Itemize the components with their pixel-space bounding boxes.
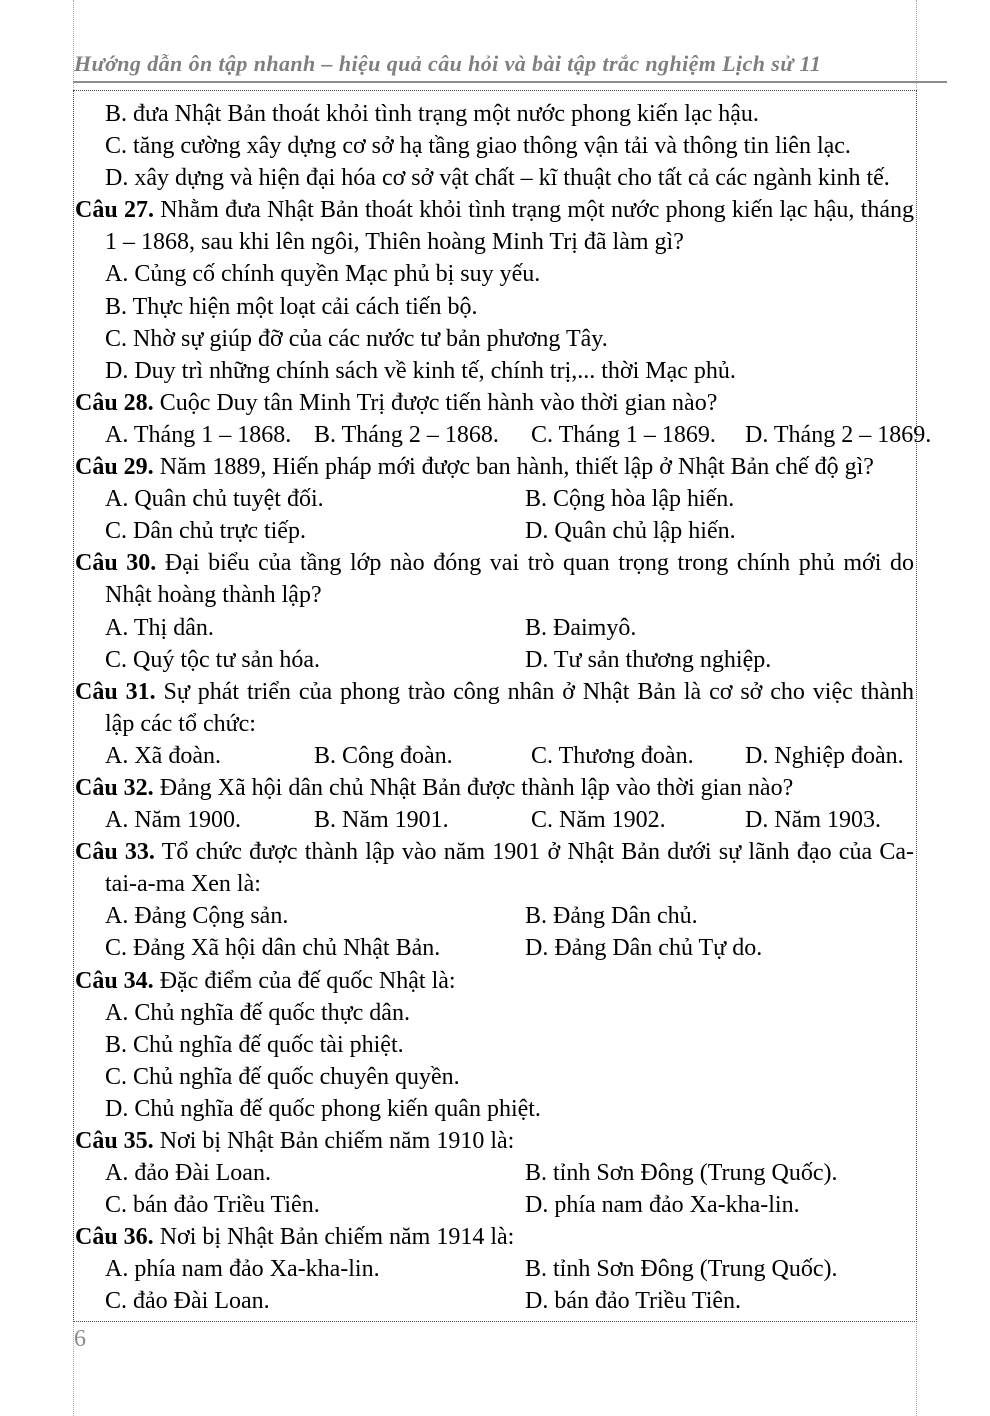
answer-option: C. tăng cường xây dựng cơ sở hạ tầng giao thông vận tải và thông tin liên lạc. bbox=[105, 133, 851, 160]
answer-option: D. Chủ nghĩa đế quốc phong kiến quân phiệt. bbox=[105, 1095, 541, 1122]
question-number: Câu 27. bbox=[75, 197, 154, 224]
question-block bbox=[75, 547, 914, 675]
question-number: Câu 36. bbox=[75, 1224, 154, 1251]
answer-option: A. Đảng Cộng sản. bbox=[105, 903, 289, 930]
question-block bbox=[75, 1125, 914, 1221]
options-list bbox=[75, 1253, 914, 1317]
question-body: Nơi bị Nhật Bản chiếm năm 1914 là: bbox=[159, 1224, 515, 1251]
question-text bbox=[75, 965, 914, 997]
options-list bbox=[75, 900, 914, 964]
options-list bbox=[75, 740, 914, 772]
options-list bbox=[75, 258, 914, 386]
answer-option: C. Dân chủ trực tiếp. bbox=[105, 518, 306, 545]
question-block bbox=[75, 836, 914, 964]
answer-option: B. Thực hiện một loạt cải cách tiến bộ. bbox=[105, 293, 478, 320]
answer-option: D. Năm 1903. bbox=[745, 807, 881, 834]
answer-option: D. Tháng 2 – 1869. bbox=[745, 421, 932, 448]
question-text bbox=[75, 1125, 914, 1157]
answer-option: A. Chủ nghĩa đế quốc thực dân. bbox=[105, 999, 410, 1026]
answer-option: C. Nhờ sự giúp đỡ của các nước tư bản phương Tây. bbox=[105, 325, 608, 352]
question-body: Đại biểu của tầng lớp nào đóng vai trò quan trọng trong chính phủ mới do Nhật hoàng thành lập? bbox=[105, 550, 915, 609]
answer-option: A. Củng cố chính quyền Mạc phủ bị suy yếu. bbox=[105, 261, 541, 288]
question-body: Đảng Xã hội dân chủ Nhật Bản được thành lập vào thời gian nào? bbox=[159, 774, 794, 801]
answer-option: A. Thị dân. bbox=[105, 614, 214, 641]
question-number: Câu 28. bbox=[75, 389, 154, 416]
options-list bbox=[75, 612, 914, 676]
question-body: Năm 1889, Hiến pháp mới được ban hành, thiết lập ở Nhật Bản chế độ gì? bbox=[159, 454, 874, 481]
header-underline bbox=[73, 81, 947, 83]
answer-option: C. bán đảo Triều Tiên. bbox=[105, 1192, 320, 1219]
answer-option: D. xây dựng và hiện đại hóa cơ sở vật chất – kĩ thuật cho tất cả các ngành kinh tế. bbox=[105, 165, 890, 192]
answer-option: B. tỉnh Sơn Đông (Trung Quốc). bbox=[525, 1160, 838, 1187]
answer-option: D. bán đảo Triều Tiên. bbox=[525, 1288, 742, 1315]
question-content-frame bbox=[73, 90, 932, 1322]
question-number: Câu 33. bbox=[75, 839, 155, 866]
question-number: Câu 29. bbox=[75, 454, 154, 481]
question-text bbox=[75, 194, 914, 258]
running-header-title: Hướng dẫn ôn tập nhanh – hiệu quả câu hỏi và bài tập trắc nghiệm Lịch sử 11 bbox=[74, 51, 822, 76]
question-body: Tổ chức được thành lập vào năm 1901 ở Nhật Bản dưới sự lãnh đạo của Ca-tai-a-ma Xen là: bbox=[105, 839, 914, 898]
answer-option: C. Thương đoàn. bbox=[531, 742, 694, 769]
answer-option: C. Tháng 1 – 1869. bbox=[531, 421, 716, 448]
answer-option: A. Quân chủ tuyệt đối. bbox=[105, 486, 324, 513]
answer-option: C. Quý tộc tư sản hóa. bbox=[105, 646, 320, 673]
answer-option: C. Đảng Xã hội dân chủ Nhật Bản. bbox=[105, 935, 441, 962]
answer-option: C. Năm 1902. bbox=[531, 807, 666, 834]
answer-option: D. Duy trì những chính sách về kinh tế, chính trị,... thời Mạc phủ. bbox=[105, 357, 736, 384]
answer-option: A. Xã đoàn. bbox=[105, 742, 221, 769]
answer-option: A. phía nam đảo Xa-kha-lin. bbox=[105, 1256, 380, 1283]
answer-option: D. Nghiệp đoàn. bbox=[745, 742, 904, 769]
question-text bbox=[75, 387, 914, 419]
question-body: Nhằm đưa Nhật Bản thoát khỏi tình trạng một nước phong kiến lạc hậu, tháng 1 – 1868, sau khi lên ngôi, Thiên hoàng Minh Trị đã làm gì? bbox=[105, 197, 915, 256]
question-text bbox=[75, 1221, 914, 1253]
question-block bbox=[75, 1221, 914, 1317]
question-number: Câu 32. bbox=[75, 774, 154, 801]
answer-option: B. tỉnh Sơn Đông (Trung Quốc). bbox=[525, 1256, 838, 1283]
question-body: Cuộc Duy tân Minh Trị được tiến hành vào thời gian nào? bbox=[159, 389, 718, 416]
question-text bbox=[75, 836, 914, 900]
question-block bbox=[75, 194, 914, 387]
question-text bbox=[75, 772, 914, 804]
answer-option: C. Chủ nghĩa đế quốc chuyên quyền. bbox=[105, 1063, 460, 1090]
question-body: Sự phát triển của phong trào công nhân ở Nhật Bản là cơ sở cho việc thành lập các tổ chức: bbox=[105, 678, 914, 737]
answer-option: A. Tháng 1 – 1868. bbox=[105, 421, 292, 448]
question-text bbox=[75, 547, 914, 611]
answer-option: D. phía nam đảo Xa-kha-lin. bbox=[525, 1192, 800, 1219]
options-list bbox=[75, 419, 932, 451]
options-list bbox=[75, 804, 914, 836]
answer-option: B. đưa Nhật Bản thoát khỏi tình trạng một nước phong kiến lạc hậu. bbox=[105, 101, 759, 127]
question-number: Câu 31. bbox=[75, 678, 156, 705]
answer-option: B. Cộng hòa lập hiến. bbox=[525, 486, 735, 513]
question-block bbox=[75, 451, 914, 547]
question-block bbox=[75, 676, 914, 772]
options-list bbox=[75, 997, 914, 1125]
question-block bbox=[75, 772, 914, 836]
question-number: Câu 35. bbox=[75, 1128, 154, 1154]
question-text bbox=[75, 451, 914, 483]
question-body: Đặc điểm của đế quốc Nhật là: bbox=[159, 967, 456, 994]
question-block bbox=[75, 387, 932, 451]
carryover-options bbox=[75, 98, 914, 194]
answer-option: D. Quân chủ lập hiến. bbox=[525, 518, 736, 545]
answer-option: B. Chủ nghĩa đế quốc tài phiệt. bbox=[105, 1031, 404, 1058]
question-block bbox=[75, 965, 914, 1125]
answer-option: B. Tháng 2 – 1868. bbox=[314, 421, 499, 448]
answer-option: B. Đảng Dân chủ. bbox=[525, 903, 698, 930]
answer-option: D. Tư sản thương nghiệp. bbox=[525, 646, 772, 673]
options-list bbox=[75, 1157, 914, 1221]
options-list bbox=[75, 483, 914, 547]
answer-option: B. Năm 1901. bbox=[314, 807, 449, 834]
question-text bbox=[75, 676, 914, 740]
answer-option: D. Đảng Dân chủ Tự do. bbox=[525, 935, 763, 962]
question-number: Câu 34. bbox=[75, 967, 154, 994]
question-number: Câu 30. bbox=[75, 550, 157, 577]
page-number: 6 bbox=[74, 1326, 86, 1352]
answer-option: C. đảo Đài Loan. bbox=[105, 1288, 270, 1315]
question-body: Nơi bị Nhật Bản chiếm năm 1910 là: bbox=[159, 1128, 515, 1154]
answer-option: B. Công đoàn. bbox=[314, 742, 453, 769]
answer-option: A. Năm 1900. bbox=[105, 807, 241, 834]
answer-option: A. đảo Đài Loan. bbox=[105, 1160, 271, 1187]
answer-option: B. Đaimyô. bbox=[525, 614, 637, 641]
